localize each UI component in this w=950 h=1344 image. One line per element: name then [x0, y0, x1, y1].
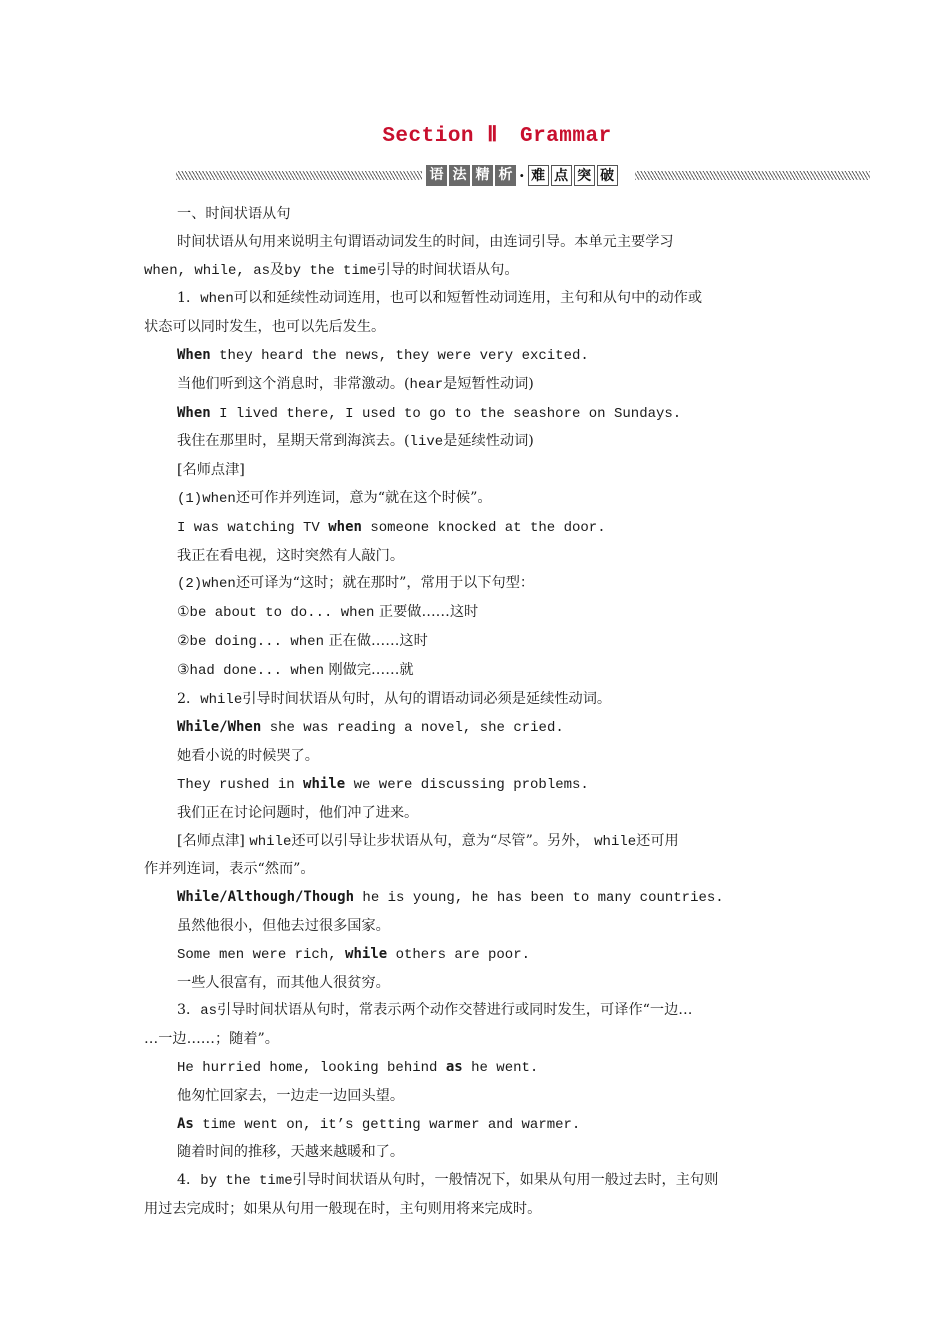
- term: (1)when: [177, 490, 236, 507]
- example-translation: 虽然他很小，但他去过很多国家。: [177, 917, 390, 934]
- point-number: 3．: [177, 1002, 201, 1019]
- section-heading: 一、时间状语从句: [177, 206, 291, 222]
- pattern-item: [144, 657, 810, 686]
- translation-text: 当他们听到这个消息时，非常激动。(: [177, 375, 410, 392]
- example-sentence: [144, 1111, 810, 1140]
- example-translation: 她看小说的时候哭了。: [177, 748, 319, 765]
- intro-paragraph: [144, 229, 810, 286]
- tip-label: [名师点津]: [177, 832, 250, 849]
- banner-char: 点: [551, 165, 572, 186]
- example-sentence: [144, 941, 810, 970]
- term: by the time: [284, 262, 377, 279]
- term: hear: [409, 376, 444, 393]
- pattern: ①be about to do... when: [177, 605, 375, 622]
- example-sentence: [144, 400, 810, 429]
- keyword: as: [445, 1058, 463, 1075]
- example-text: time went on, it’s getting warmer and warmer.: [193, 1116, 581, 1133]
- example-sentence: [144, 342, 810, 371]
- example-translation: 一些人很富有，而其他人很贫穷。: [177, 974, 390, 991]
- banner-char: 精: [472, 165, 493, 186]
- title-grammar: Grammar: [519, 125, 612, 148]
- translation-text: 是延续性动词): [443, 433, 534, 450]
- term: (2)when: [177, 576, 236, 593]
- example-text: he is young, he has been to many countries.: [354, 890, 724, 907]
- point-1: [144, 285, 810, 342]
- example-text: someone knocked at the door.: [361, 519, 606, 536]
- example-text: they heard the news, they were very excited.: [210, 347, 589, 364]
- banner-char: 析: [495, 165, 516, 186]
- pattern-meaning: 正要做……这时: [374, 604, 479, 621]
- example-translation: 他匆忙回家去，一边走一边回头望。: [177, 1087, 405, 1104]
- example-text: I lived there, I used to go to the seashore on Sundays.: [210, 405, 682, 422]
- pattern-item: [144, 628, 810, 657]
- term: while: [249, 833, 292, 850]
- intro-text: 及: [270, 261, 285, 278]
- term: as: [200, 1003, 218, 1020]
- banner-char: 难: [528, 165, 549, 186]
- banner-char: 法: [449, 165, 470, 186]
- point-number: 1．: [177, 290, 201, 307]
- term: by the time: [200, 1173, 293, 1190]
- tip-label: [名师点津]: [177, 462, 245, 479]
- title-section: Section Ⅱ: [382, 125, 498, 148]
- term: when: [200, 291, 234, 308]
- keyword: When: [177, 404, 211, 421]
- term: live: [409, 434, 444, 451]
- keyword: As: [177, 1115, 194, 1132]
- example-translation: 我正在看电视，这时突然有人敲门。: [177, 547, 405, 564]
- example-text: others are poor.: [387, 946, 531, 963]
- tip-item: [144, 570, 810, 599]
- example-sentence: [144, 514, 810, 543]
- example-text: Some men were rich,: [177, 946, 346, 963]
- example-sentence: [144, 771, 810, 800]
- tip-text: 还可译为“这时；就在那时”，常用于以下句型：: [235, 575, 535, 592]
- point-text: 可以和延续性动词连用，也可以和短暂性动词连用，主句和从句中的动作或: [233, 290, 703, 307]
- point-text: …一边……；随着”。: [144, 1031, 279, 1048]
- tip-text: 还可以引导让步状语从句，意为“尽管”。另外，: [291, 832, 595, 849]
- pattern: ③had done... when: [177, 662, 324, 679]
- point-number: 4．: [177, 1172, 201, 1189]
- keyword: while: [303, 775, 346, 792]
- term: when, while, as: [144, 262, 271, 279]
- banner-hatch-left: [176, 171, 422, 180]
- tip-paragraph: [144, 828, 810, 885]
- example-translation: 随着时间的推移，天越来越暖和了。: [177, 1144, 405, 1161]
- point-text: 引导时间状语从句时，一般情况下，如果从句用一般过去时，主句则: [292, 1172, 719, 1189]
- translation-text: 我住在那里时，星期天常到海滨去。(: [177, 433, 410, 450]
- intro-text: 时间状语从句用来说明主句谓语动词发生的时间，由连词引导。本单元主要学习: [177, 233, 674, 250]
- pattern: ②be doing... when: [177, 633, 324, 650]
- tip-text: 还可用: [636, 832, 679, 849]
- section-banner: [176, 163, 870, 187]
- example-text: she was reading a novel, she cried.: [261, 720, 564, 737]
- page-title: [0, 122, 950, 148]
- point-3: [144, 997, 810, 1054]
- tip-text: 作并列连词，表示“然而”。: [144, 861, 315, 878]
- term: while: [594, 833, 637, 850]
- intro-text: 引导的时间状语从句。: [376, 261, 519, 278]
- point-number: 2．: [177, 690, 201, 707]
- point-text: 状态可以同时发生，也可以先后发生。: [144, 319, 386, 336]
- example-translation: 我们正在讨论问题时，他们冲了进来。: [177, 804, 419, 821]
- example-sentence: [144, 714, 810, 743]
- keyword: when: [328, 518, 362, 535]
- banner-label: [426, 163, 620, 187]
- tip-text: 还可作并列连词，意为“就在这个时候”。: [235, 489, 492, 506]
- example-sentence: [144, 884, 810, 913]
- keyword: While/Although/Though: [177, 889, 355, 906]
- example-text: They rushed in: [177, 776, 304, 793]
- banner-char: 语: [426, 165, 447, 186]
- tip-item: [144, 485, 810, 514]
- banner-char: 破: [597, 165, 618, 186]
- term: while: [200, 691, 243, 708]
- example-text: we were discussing problems.: [345, 776, 589, 793]
- example-translation: [144, 371, 810, 400]
- example-text: I was watching TV: [177, 519, 329, 536]
- example-translation: [144, 428, 810, 457]
- point-text: 引导时间状语从句时，从句的谓语动词必须是延续性动词。: [242, 690, 612, 707]
- example-text: he went.: [462, 1059, 539, 1076]
- point-text: 引导时间状语从句时，常表示两个动作交替进行或同时发生，可译作“一边…: [217, 1002, 693, 1019]
- translation-text: 是短暂性动词): [443, 375, 534, 392]
- example-sentence: [144, 1054, 810, 1083]
- banner-hatch-right: [635, 171, 870, 180]
- point-text: 用过去完成时；如果从句用一般现在时，主句则用将来完成时。: [144, 1200, 542, 1217]
- point-4: [144, 1167, 810, 1224]
- pattern-meaning: 刚做完……就: [323, 661, 414, 678]
- keyword: When: [177, 346, 211, 363]
- keyword: while: [345, 945, 388, 962]
- pattern-meaning: 正在做……这时: [323, 632, 428, 649]
- document-body: [144, 201, 810, 1224]
- banner-char: 突: [574, 165, 595, 186]
- point-2: [144, 686, 810, 715]
- keyword: While/When: [177, 719, 262, 736]
- banner-separator: ·: [519, 165, 525, 185]
- example-text: He hurried home, looking behind: [177, 1059, 446, 1076]
- pattern-item: [144, 599, 810, 628]
